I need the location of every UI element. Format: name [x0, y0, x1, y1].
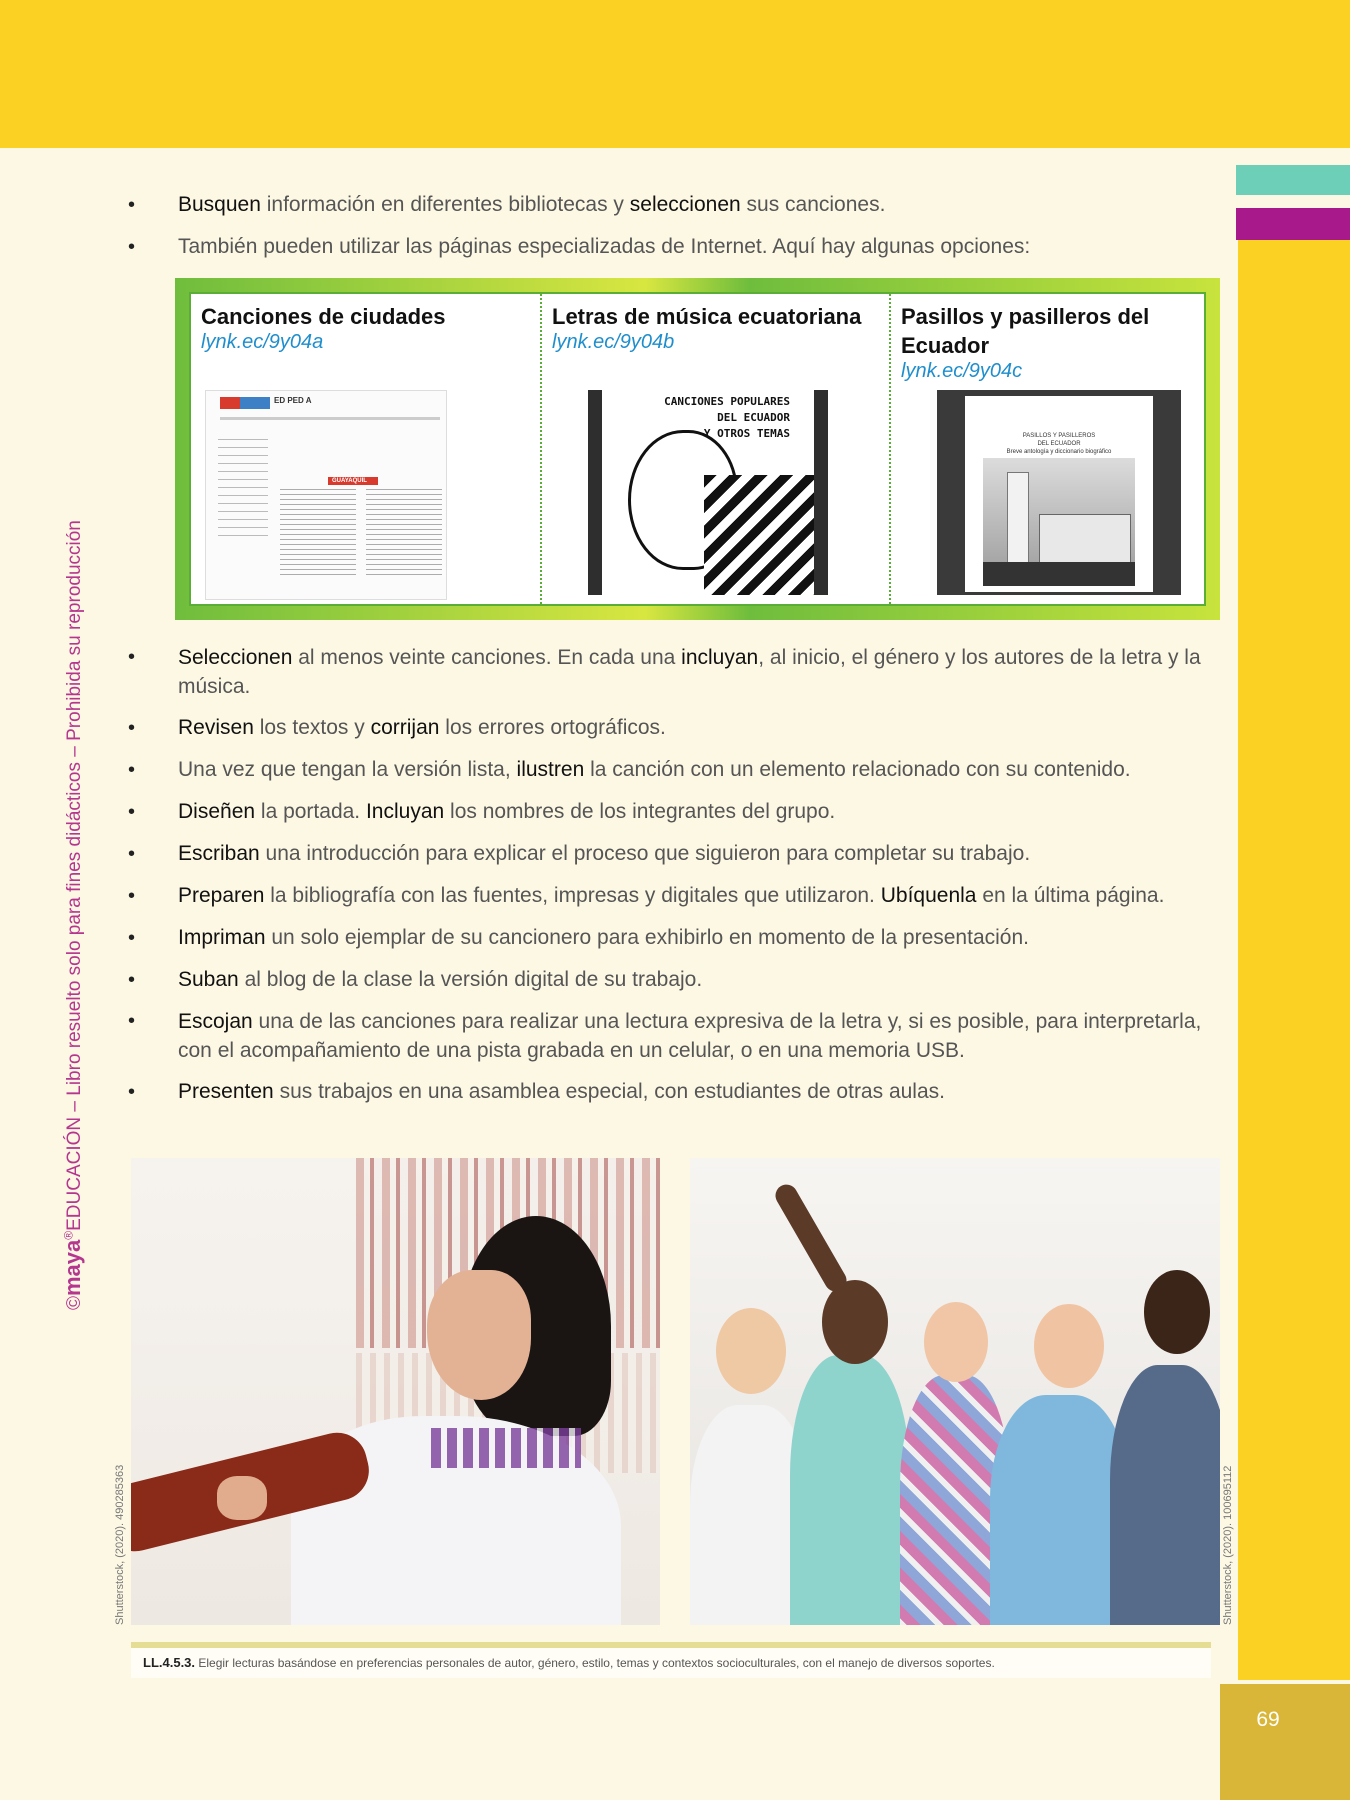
- student-figure: [990, 1395, 1130, 1625]
- site-banner-text: GUAYAQUIL: [332, 478, 367, 484]
- trees-icon: [983, 562, 1135, 586]
- resource-links-box: [175, 278, 1220, 620]
- instructions-list-bottom: [128, 643, 1223, 1119]
- hand-shape: [217, 1476, 267, 1520]
- section-tab-teal: [1236, 165, 1350, 195]
- site-text-column: [366, 489, 442, 579]
- resource-link[interactable]: lynk.ec/9y04a: [201, 331, 324, 353]
- page-number: 69: [1256, 1708, 1280, 1731]
- top-color-band: [0, 0, 1350, 148]
- book-cover-page: [602, 390, 814, 595]
- right-color-band: [1238, 240, 1350, 1680]
- student-head: [1144, 1270, 1210, 1354]
- side-copyright-note: [60, 480, 86, 1310]
- list-item: • Seleccionen al menos veinte canciones. En cada una incluyan, al inicio, el género y los autores de la letra y la música.: [128, 643, 1223, 701]
- list-item: • Revisen los textos y corrijan los errores ortográficos.: [128, 713, 1223, 743]
- raised-arm: [771, 1181, 850, 1296]
- list-item: • Busquen información en diferentes bibliotecas y seleccionen sus canciones.: [128, 190, 1223, 220]
- copyright-symbol: ©: [64, 1296, 85, 1310]
- book-cover-canciones-populares: [588, 390, 828, 595]
- site-nav-bar: [220, 417, 440, 420]
- list-item: • Una vez que tengan la versión lista, ilustren la canción con un elemento relacionado con su contenido.: [128, 755, 1223, 785]
- resource-card-pasillos: [889, 294, 1237, 604]
- instructions-list-top: [128, 190, 1223, 274]
- list-item: • Presenten sus trabajos en una asamblea especial, con estudiantes de otras aulas.: [128, 1077, 1223, 1107]
- book-title: PASILLOS Y PASILLEROS DEL ECUADOR Breve antología y diccionario biográfico: [1006, 433, 1112, 455]
- section-tab-magenta: [1236, 208, 1350, 240]
- face-shape: [427, 1270, 531, 1400]
- resource-card-letras: [540, 294, 888, 604]
- student-head: [924, 1302, 988, 1382]
- site-text-column: [280, 489, 356, 579]
- photo-girl-playing-guitar: [131, 1158, 660, 1625]
- registered-mark: ®: [61, 1230, 76, 1240]
- website-thumbnail: [205, 390, 447, 600]
- resource-title: Canciones de ciudades: [201, 304, 446, 329]
- skill-description: Elegir lecturas basándose en preferencias personales de autor, género, estilo, temas y contextos socioculturales, con el manejo de diversos soportes.: [195, 1656, 995, 1670]
- site-logo-text: ED PED A: [274, 396, 312, 405]
- list-item: • Suban al blog de la clase la versión digital de su trabajo.: [128, 965, 1223, 995]
- book-cover-pasillos: [937, 390, 1181, 595]
- resource-link[interactable]: lynk.ec/9y04b: [552, 331, 675, 353]
- photo-credit: Shutterstock, (2020). 490285363: [114, 1464, 126, 1625]
- embroidery-pattern: [431, 1428, 581, 1468]
- book-cover-page: [965, 396, 1153, 592]
- skill-code: LL.4.5.3.: [143, 1655, 196, 1670]
- book-title: CANCIONES POPULARES DEL ECUADOR Y OTROS TEMAS: [664, 395, 790, 440]
- list-item: • También pueden utilizar las páginas especializadas de Internet. Aquí hay algunas opciones:: [128, 232, 1223, 262]
- site-sidebar: [218, 439, 268, 539]
- brand-logo-text: maya: [60, 1239, 85, 1296]
- resource-links-inner: [189, 292, 1206, 606]
- building-photo: [983, 458, 1135, 586]
- student-head: [716, 1308, 786, 1394]
- resource-card-ciudades: [191, 294, 539, 604]
- student-head: [822, 1280, 888, 1364]
- list-item: • Impriman un solo ejemplar de su cancionero para exhibirlo en momento de la presentación.: [128, 923, 1223, 953]
- student-head: [1034, 1304, 1104, 1388]
- page-number-box: [1220, 1684, 1350, 1800]
- side-note-text: EDUCACIÓN – Libro resuelto solo para fines didácticos – Prohibida su reproducción: [64, 520, 85, 1231]
- resource-link[interactable]: lynk.ec/9y04c: [901, 360, 1023, 382]
- student-figure: [1110, 1365, 1220, 1625]
- site-logo-accent-icon: [240, 397, 270, 409]
- list-item: • Escojan una de las canciones para realizar una lectura expresiva de la letra y, si es posible, para interpretarla, con el acompañamiento de una pista grabada en un celular, o en una memoria USB.: [128, 1007, 1223, 1065]
- student-figure: [790, 1355, 910, 1625]
- list-item: • Diseñen la portada. Incluyan los nombres de los integrantes del grupo.: [128, 797, 1223, 827]
- list-item: • Preparen la bibliografía con las fuentes, impresas y digitales que utilizaron. Ubíquenla en la última página.: [128, 881, 1223, 911]
- photo-credit: Shutterstock, (2020). 100695112: [1222, 1465, 1234, 1625]
- photo-cheering-students: [690, 1158, 1220, 1625]
- list-item: • Escriban una introducción para explicar el proceso que siguieron para completar su trabajo.: [128, 839, 1223, 869]
- curriculum-skill-footer: [131, 1648, 1211, 1678]
- resource-title: Letras de música ecuatoriana: [552, 304, 862, 329]
- diagonal-stripes: [704, 475, 814, 595]
- resource-title: Pasillos y pasilleros del Ecuador: [901, 304, 1150, 358]
